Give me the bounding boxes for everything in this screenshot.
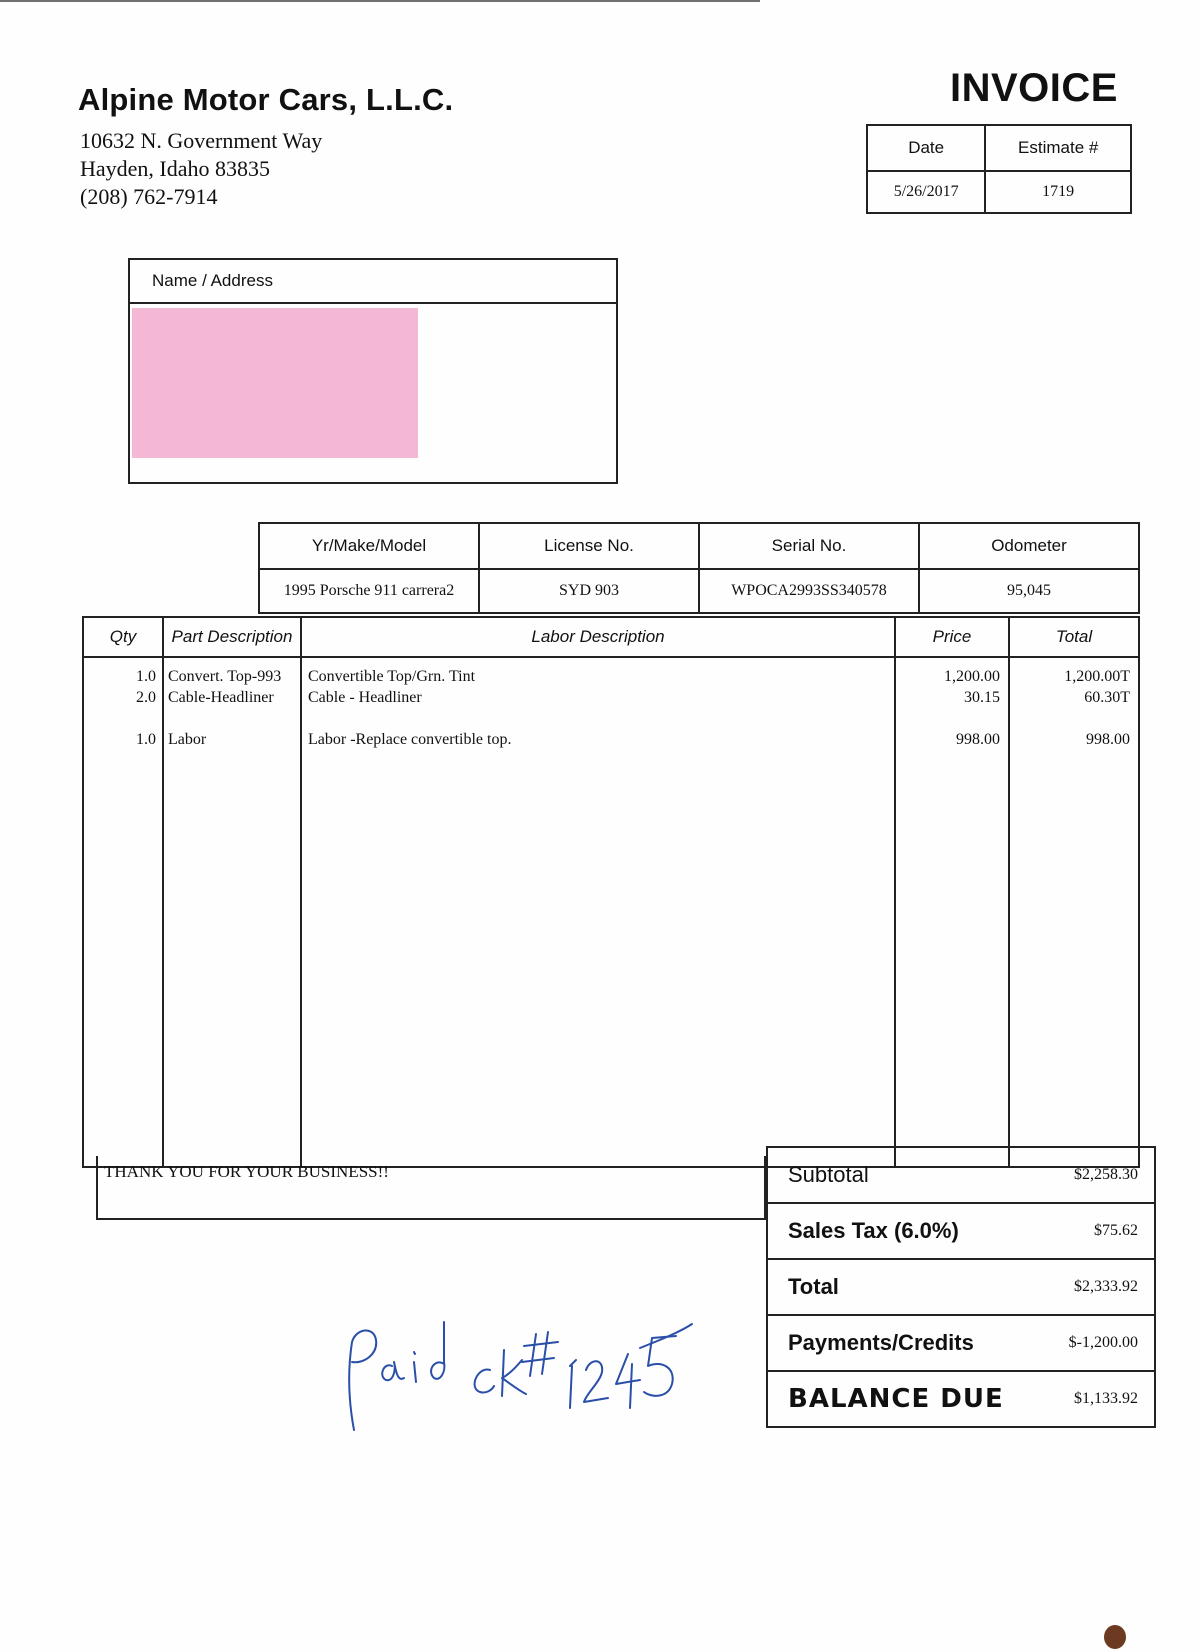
vehicle-header-license: License No.	[479, 523, 699, 569]
item-labor: Labor -Replace convertible top.	[308, 731, 512, 748]
balance-due-label: BALANCE DUE	[767, 1371, 1051, 1427]
total-column	[1009, 657, 1139, 1167]
qty-column	[83, 657, 163, 1167]
estimate-header: Estimate #	[985, 125, 1131, 171]
item-price: 1,200.00	[944, 668, 1000, 685]
items-header-qty: Qty	[83, 617, 163, 657]
line-items-table	[82, 616, 1140, 1168]
vehicle-license: SYD 903	[479, 569, 699, 613]
date-estimate-table	[866, 124, 1132, 214]
item-price: 30.15	[964, 689, 1000, 706]
tax-label: Sales Tax (6.0%)	[767, 1203, 1051, 1259]
subtotal-label: Subtotal	[767, 1147, 1051, 1203]
redaction-block	[132, 308, 418, 458]
items-header-labor: Labor Description	[301, 617, 895, 657]
thank-you-message: THANK YOU FOR YOUR BUSINESS!!	[96, 1156, 766, 1220]
payments-label: Payments/Credits	[767, 1315, 1051, 1371]
total-value: $2,333.92	[1051, 1259, 1155, 1315]
items-header-price: Price	[895, 617, 1009, 657]
item-qty: 2.0	[136, 689, 156, 706]
price-column	[895, 657, 1009, 1167]
company-name: Alpine Motor Cars, L.L.C.	[78, 82, 454, 117]
scan-edge	[0, 0, 760, 2]
total-label: Total	[767, 1259, 1051, 1315]
company-address-line1: 10632 N. Government Way	[80, 128, 323, 153]
subtotal-value: $2,258.30	[1051, 1147, 1155, 1203]
date-header: Date	[867, 125, 985, 171]
tax-value: $75.62	[1051, 1203, 1155, 1259]
item-qty: 1.0	[136, 668, 156, 685]
items-header-total: Total	[1009, 617, 1139, 657]
name-address-box	[128, 258, 618, 484]
item-total: 60.30T	[1084, 689, 1130, 706]
totals-table	[766, 1146, 1156, 1428]
vehicle-header-odometer: Odometer	[919, 523, 1139, 569]
item-price: 998.00	[956, 731, 1000, 748]
invoice-title: INVOICE	[950, 66, 1118, 110]
vehicle-table	[258, 522, 1140, 614]
paper-stain	[1104, 1625, 1126, 1649]
vehicle-header-model: Yr/Make/Model	[259, 523, 479, 569]
date-value: 5/26/2017	[867, 171, 985, 213]
item-part: Labor	[168, 731, 207, 748]
item-total: 1,200.00T	[1064, 668, 1130, 685]
items-header-part: Part Description	[163, 617, 301, 657]
item-labor: Cable - Headliner	[308, 689, 422, 706]
handwritten-paid-note	[340, 1318, 700, 1448]
estimate-value: 1719	[985, 171, 1131, 213]
vehicle-header-serial: Serial No.	[699, 523, 919, 569]
item-labor: Convertible Top/Grn. Tint	[308, 668, 476, 685]
item-part: Convert. Top-993	[168, 668, 282, 685]
item-part: Cable-Headliner	[168, 689, 274, 706]
payments-value: $-1,200.00	[1051, 1315, 1155, 1371]
vehicle-odometer: 95,045	[919, 569, 1139, 613]
name-address-label: Name / Address	[130, 260, 616, 304]
item-total: 998.00	[1086, 731, 1130, 748]
balance-due-value: $1,133.92	[1051, 1371, 1155, 1427]
vehicle-serial: WPOCA2993SS340578	[699, 569, 919, 613]
company-address-line2: Hayden, Idaho 83835	[80, 156, 271, 181]
item-qty: 1.0	[136, 731, 156, 748]
vehicle-model: 1995 Porsche 911 carrera2	[259, 569, 479, 613]
company-phone: (208) 762-7914	[80, 184, 218, 209]
part-column	[163, 657, 301, 1167]
labor-column	[301, 657, 895, 1167]
